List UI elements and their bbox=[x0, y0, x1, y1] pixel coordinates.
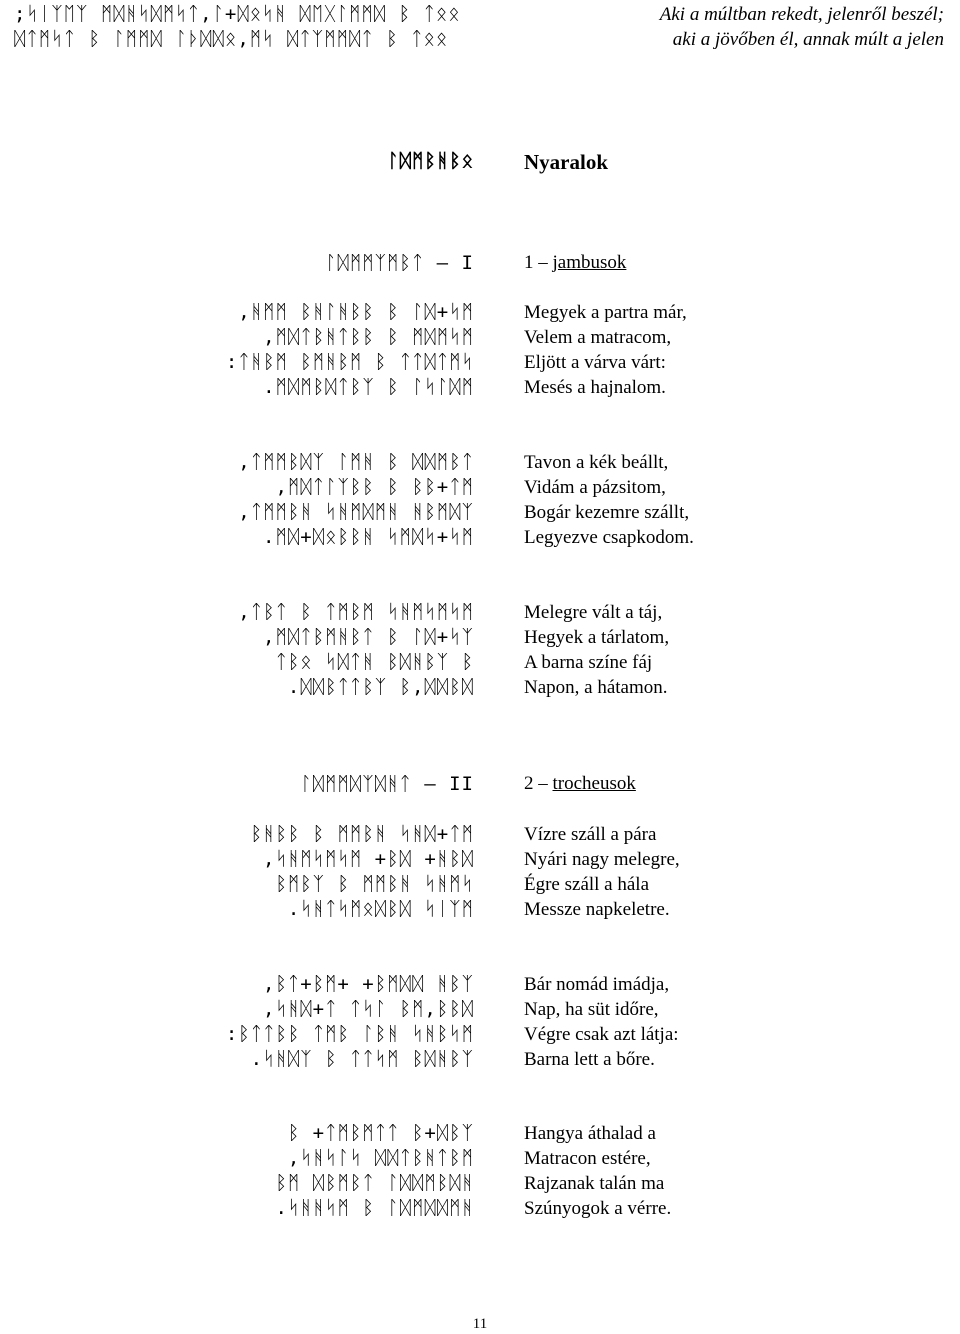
section1-heading bbox=[524, 252, 626, 274]
verse-line: Rajzanak talán ma bbox=[524, 1173, 665, 1194]
verse-line: Hegyek a tárlatom, bbox=[524, 627, 670, 648]
rune-line: ,ᛗᛞᛏᛒᛗᚻᛒᛏ ᛒ ᛚᛞ+ᛋᛉ bbox=[263, 626, 474, 648]
verse-line: Bár nomád imádja, bbox=[524, 974, 670, 995]
rune-line: ,ᛋᚻᛋᛚᛋ ᛞᛞᛏᛒᚻᛏᛒᛗ bbox=[287, 1147, 474, 1169]
motto-rune-line: ᛞᛏᛗᛋᛏ ᛒ ᛚᛗᛗᛞ ᛚᚦᛞᛞᛟ,ᛗᛋ ᛞᛏᛉᛗᛗᛞᛏ ᛒ ᛏᛟᛟ bbox=[14, 28, 449, 50]
stanza bbox=[524, 300, 687, 400]
rune-line: ᛏᛒᛟ ᛋᛞᛏᚻ ᛒᛞᚻᛒᛉ ᛒ bbox=[275, 651, 474, 673]
rune-line: ᛒᚻᛒᛒ ᛒ ᛗᛗᛒᚻ ᛋᚻᛞ+ᛏᛗ bbox=[250, 823, 474, 845]
verse-line: Legyezve csapkodom. bbox=[524, 527, 694, 548]
stanza bbox=[524, 1121, 671, 1221]
stanza-rune bbox=[238, 600, 474, 700]
section2-heading-rune: ᛚᛞᛗᛗᛞᛉᛞᚻᛏ – II bbox=[300, 773, 474, 795]
verse-line: Végre csak azt látja: bbox=[524, 1024, 679, 1045]
verse-line: Tavon a kék beállt, bbox=[524, 452, 669, 473]
rune-line: ,ᛏᛗᛗᛒᚻ ᛋᚻᛗᛞᛗᚻ ᚻᛒᛗᛞᛉ bbox=[238, 501, 474, 523]
rune-line: ,ᛗᛞᛏᛒᚻᛏᛒᛒ ᛒ ᛗᛞᛗᛋᛗ bbox=[263, 326, 474, 348]
stanza bbox=[524, 972, 679, 1072]
verse-line: Vízre száll a pára bbox=[524, 824, 657, 845]
verse-line: Megyek a partra már, bbox=[524, 302, 687, 323]
stanza bbox=[524, 450, 694, 550]
section2-number: 2 bbox=[524, 773, 534, 794]
verse-line: Vidám a pázsitom, bbox=[524, 477, 666, 498]
verse-line: Mesés a hajnalom. bbox=[524, 377, 666, 398]
verse-line: Melegre vált a táj, bbox=[524, 602, 663, 623]
stanza-rune bbox=[251, 822, 474, 922]
verse-line: Matracon estére, bbox=[524, 1148, 651, 1169]
rune-line: ᛒ +ᛏᛗᛒᛗᛏᛏ ᛒ+ᛞᛒᛉ bbox=[287, 1122, 474, 1144]
rune-line: ,ᛗᛞᛏᛚᛉᛒᛒ ᛒ ᛒᛒ+ᛏᛗ bbox=[275, 476, 474, 498]
motto bbox=[660, 2, 944, 52]
stanza-rune bbox=[238, 450, 474, 550]
rune-line: .ᛋᚻᛞᛉ ᛒ ᛏᛏᛋᛗ ᛒᛞᚻᛒᛉ bbox=[250, 1048, 474, 1070]
rune-line: ᛒᛗᛒᛉ ᛒ ᛗᛗᛒᚻ ᛋᚻᛗᛋ bbox=[275, 873, 474, 895]
poem-title: Nyaralok bbox=[524, 150, 608, 174]
section2-heading bbox=[524, 773, 636, 795]
rune-line: .ᛋᚻᛏᛋᛗᛟᛞᛒᛞ ᛋᛁᛉᛗ bbox=[287, 898, 474, 920]
rune-line: :ᛏᚻᛒᛗ ᛒᛗᚻᛒᛗ ᛒ ᛏᛏᛞᛏᛗᛋ bbox=[225, 351, 474, 373]
rune-line: :ᛒᛏᛏᛒᛒ ᛏᛗᛒ ᛚᛒᚻ ᛋᚻᛒᛋᛗ bbox=[225, 1023, 474, 1045]
verse-line: Égre száll a hála bbox=[524, 874, 650, 895]
verse-line: Hangya áthalad a bbox=[524, 1123, 656, 1144]
section1-label: jambusok bbox=[552, 252, 627, 273]
verse-line: Nap, ha süt időre, bbox=[524, 999, 659, 1020]
verse-line: A barna színe fáj bbox=[524, 652, 653, 673]
title-rune: ᛚᛞᛗᛒᚻᛒᛟ bbox=[387, 150, 474, 172]
verse-line: Bogár kezemre szállt, bbox=[524, 502, 690, 523]
stanza bbox=[524, 822, 680, 922]
section1-heading-rune: ᛚᛞᛗᛗᛉᛗᛒᛏ – I bbox=[325, 252, 474, 274]
rune-line: ,ᛒᛏ+ᛒᛗ+ +ᛒᛗᛞᛞ ᚻᛒᛉ bbox=[262, 973, 474, 995]
stanza bbox=[524, 600, 669, 700]
section2-dash: – bbox=[538, 773, 548, 794]
motto-line: aki a jövőben él, annak múlt a jelen bbox=[672, 29, 944, 50]
section1-number: 1 bbox=[524, 252, 534, 273]
rune-line: ,ᛏᛗᛗᛒᛞᛉ ᛚᛗᚻ ᛒ ᛞᛞᛗᛒᛏ bbox=[238, 451, 474, 473]
rune-line: .ᛗᛞᛗᛒᛞᛏᛒᛉ ᛒ ᛚᛋᛚᛞᛗ bbox=[263, 376, 474, 398]
stanza-rune bbox=[226, 972, 474, 1072]
rune-line: ,ᛋᚻᛞ+ᛏ ᛏᛋᛚ ᛒᛗ,ᛒᛒᛞ bbox=[263, 998, 474, 1020]
rune-line: .ᛋᚻᚻᛋᛗ ᛒ ᛚᛞᛗᛞᛞᛗᚻ bbox=[275, 1197, 474, 1219]
stanza-rune bbox=[275, 1121, 474, 1221]
verse-line: Napon, a hátamon. bbox=[524, 677, 668, 698]
motto-rune bbox=[14, 2, 461, 52]
verse-line: Szúnyogok a vérre. bbox=[524, 1198, 672, 1219]
section2-label: trocheusok bbox=[552, 773, 636, 794]
verse-line: Velem a matracom, bbox=[524, 327, 672, 348]
rune-line: ,ᛏᛒᛏ ᛒ ᛏᛗᛒᛗ ᛋᚻᛗᛋᛗᛋᛗ bbox=[238, 601, 474, 623]
verse-line: Eljött a várva várt: bbox=[524, 352, 666, 373]
rune-line: .ᛞᛞᛒᛏᛏᛒᛉ ᛒ,ᛞᛞᛒᛞ bbox=[287, 676, 474, 698]
page-number: 11 bbox=[472, 1316, 488, 1332]
motto-rune-line: ;ᛋᛁᛉᛖᛉ ᛗᛞᚻᛋᛞᛗᛋᛏ,ᛚ+ᛞᛟᛋᚻ ᛞᛖᚷᛚᛗᛗᛞ ᛒ ᛏᛟᛟ bbox=[14, 3, 461, 25]
rune-line: ,ᛋᚻᛗᛋᛗᛋᛗ +ᛒᛞ +ᚻᛒᛞ bbox=[263, 848, 474, 870]
motto-line: Aki a múltban rekedt, jelenről beszél; bbox=[659, 4, 944, 25]
stanza-rune bbox=[226, 300, 474, 400]
verse-line: Nyári nagy melegre, bbox=[524, 849, 680, 870]
rune-line: ,ᚻᛗᛗ ᛒᚻᛚᚻᛒᛒ ᛒ ᛚᛞ+ᛋᛗ bbox=[238, 301, 474, 323]
verse-line: Barna lett a bőre. bbox=[524, 1049, 655, 1070]
rune-line: ᛒᛗ ᛞᛒᛗᛒᛏ ᛚᛞᛞᛗᛒᛞᚻ bbox=[275, 1172, 474, 1194]
verse-line: Messze napkeletre. bbox=[524, 899, 670, 920]
rune-line: .ᛗᛞ+ᛞᛟᛒᛒᚻ ᛋᛗᛞᛋ+ᛋᛗ bbox=[263, 526, 474, 548]
section1-dash: – bbox=[538, 252, 548, 273]
